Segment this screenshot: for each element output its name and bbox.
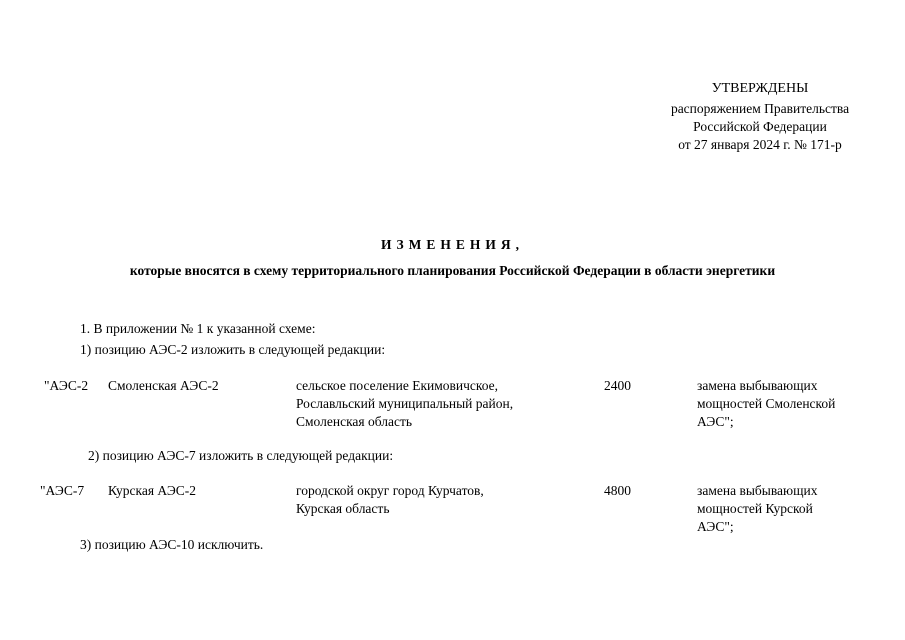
row-location-line: Рославльский муниципальный район, (296, 396, 514, 411)
row-name: Смоленская АЭС-2 (108, 378, 219, 393)
approval-block (640, 80, 880, 154)
row-code: "АЭС-7 (40, 483, 85, 498)
row-location (296, 377, 576, 431)
paragraph-4: 3) позицию АЭС-10 исключить. (80, 537, 264, 552)
row-location-line: Смоленская область (296, 414, 413, 429)
row-power: 2400 (604, 378, 631, 393)
row-code: "АЭС-2 (44, 378, 89, 393)
row-location (296, 482, 576, 518)
row-note-line: мощностей Смоленской (697, 396, 836, 411)
row-note-line: замена выбывающих (697, 378, 818, 393)
row-note-line: АЭС"; (697, 519, 734, 534)
paragraph-3: 2) позицию АЭС-7 изложить в следующей редакции: (88, 448, 394, 463)
row-name: Курская АЭС-2 (108, 483, 196, 498)
row-location-line: городской округ город Курчатов, (296, 483, 484, 498)
row-note (697, 482, 877, 536)
row-location-line: Курская область (296, 501, 390, 516)
paragraph-1: 1. В приложении № 1 к указанной схеме: (80, 321, 316, 336)
row-note-line: замена выбывающих (697, 483, 818, 498)
row-note-line: АЭС"; (697, 414, 734, 429)
document-title: ИЗМЕНЕНИЯ, (380, 237, 524, 252)
document-subtitle: которые вносятся в схему территориального планирования Российской Федерации в области энергетики (129, 263, 776, 278)
row-location-line: сельское поселение Екимовичское, (296, 378, 499, 393)
approval-heading: УТВЕРЖДЕНЫ (711, 81, 809, 96)
row-note (697, 377, 877, 431)
approval-line-2: Российской Федерации (693, 119, 827, 134)
paragraph-2: 1) позицию АЭС-2 изложить в следующей редакции: (80, 342, 386, 357)
approval-line-1: распоряжением Правительства (670, 101, 850, 116)
row-power: 4800 (604, 483, 631, 498)
row-note-line: мощностей Курской (697, 501, 813, 516)
approval-line-3: от 27 января 2024 г. № 171-р (678, 137, 842, 152)
